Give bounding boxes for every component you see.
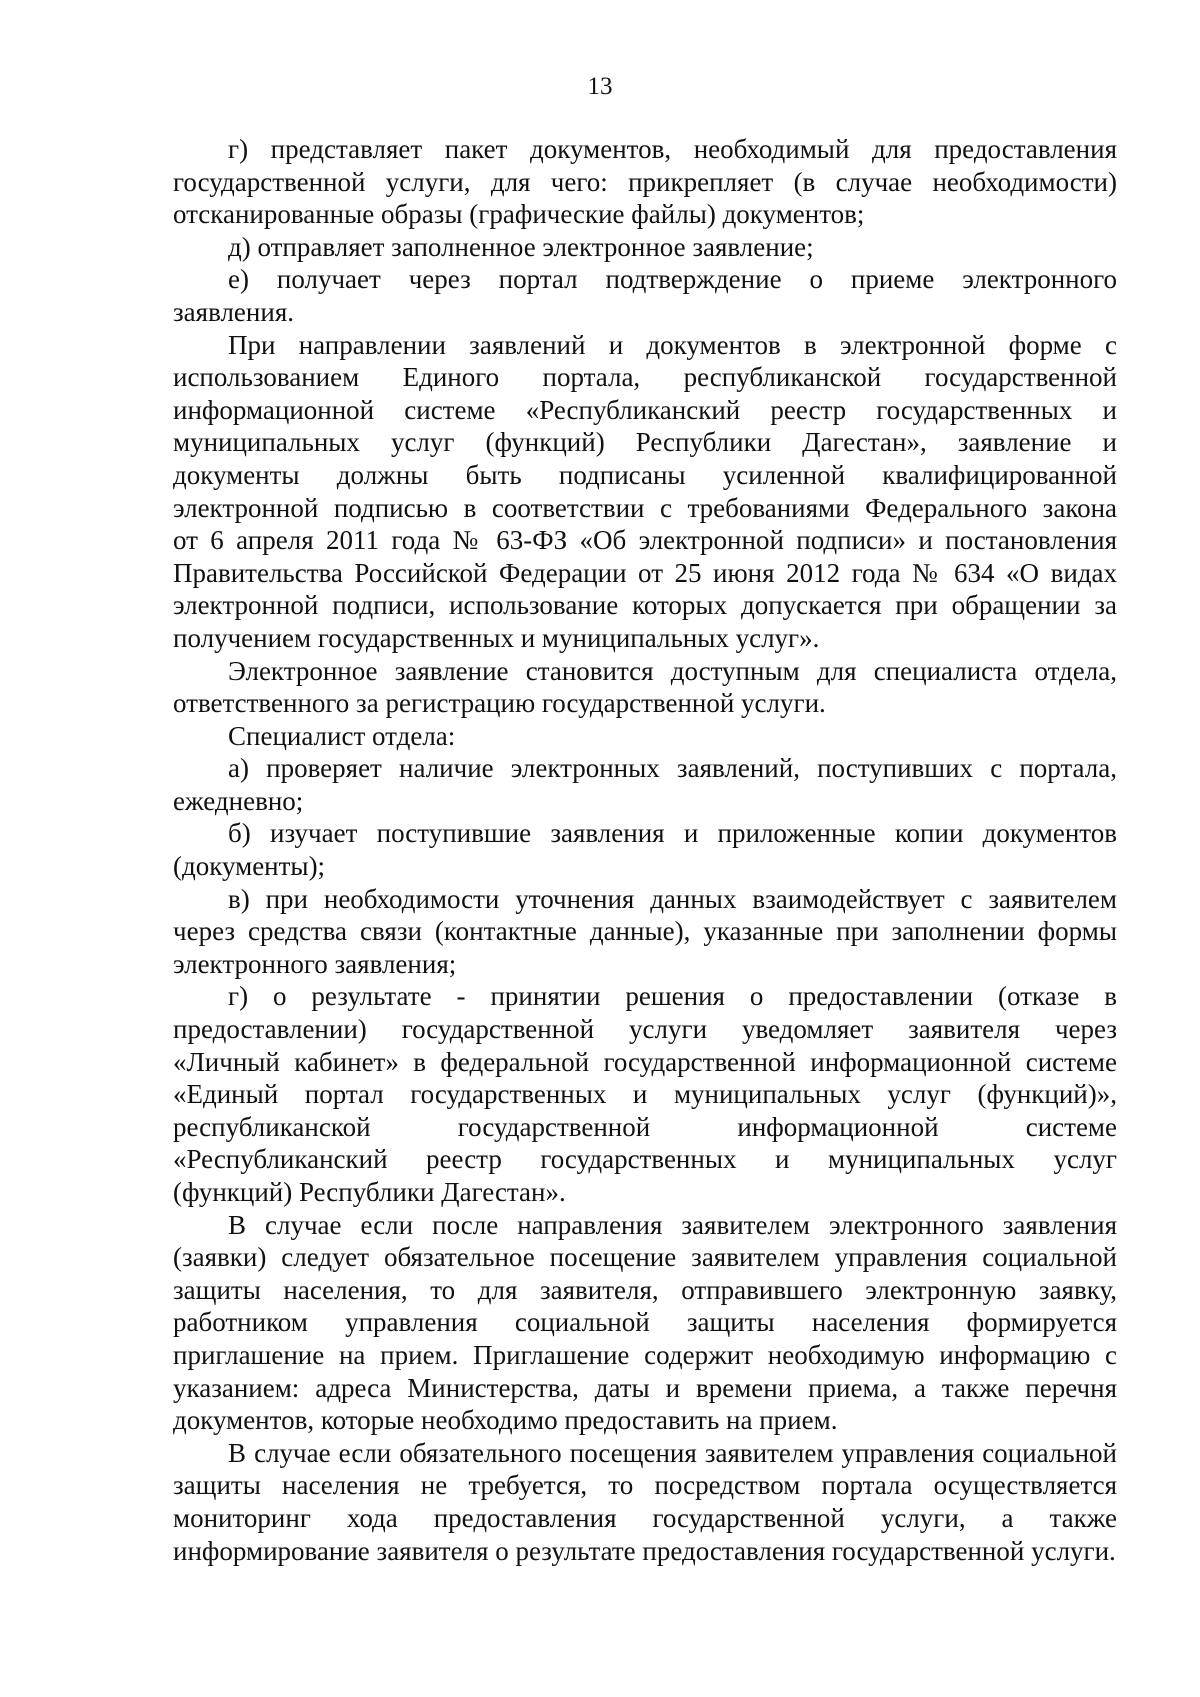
text-line: документы должны быть подписаны усиленной квалифицированной xyxy=(173,459,1117,490)
text-line: (документы); xyxy=(173,851,326,882)
text-line: приглашение на прием. Приглашение содержит необходимую информацию с xyxy=(173,1339,1117,1370)
text-line: д) отправляет заполненное электронное заявление; xyxy=(228,231,814,262)
text-line: муниципальных услуг (функций) Республики Дагестан», заявление и xyxy=(173,427,1117,458)
text-line: При направлении заявлений и документов в электронной форме с xyxy=(228,329,1117,360)
text-line: (функций) Республики Дагестан». xyxy=(173,1177,566,1207)
text-line: через средства связи (контактные данные), указанные при заполнении формы xyxy=(173,916,1117,947)
text-line: от 6 апреля 2011 года № 63-ФЗ «Об электронной подписи» и постановления xyxy=(173,525,1117,556)
text-line: Электронное заявление становится доступным для специалиста отдела, xyxy=(228,655,1117,686)
text-line: В случае если обязательного посещения заявителем управления социальной xyxy=(228,1437,1117,1468)
text-line: электронной подписи, использование которых допускается при обращении за xyxy=(173,590,1117,621)
text-line: указанием: адреса Министерства, даты и времени приема, а также перечня xyxy=(173,1372,1117,1403)
text-line: а) проверяет наличие электронных заявлений, поступивших с портала, xyxy=(228,753,1117,784)
text-line: «Республиканский реестр государственных и муниципальных услуг xyxy=(173,1144,1117,1175)
text-line: е) получает через портал подтверждение о приеме электронного xyxy=(228,264,1117,295)
text-line: «Единый портал государственных и муниципальных услуг (функций)», xyxy=(173,1079,1117,1110)
text-line: ответственного за регистрацию государственной услуги. xyxy=(173,688,826,719)
text-line: использованием Единого портала, республиканской государственной xyxy=(173,362,1117,393)
text-line: ежедневно; xyxy=(173,785,304,816)
text-line: документов, которые необходимо предоставить на прием. xyxy=(173,1405,838,1436)
text-line: информационной системе «Республиканский реестр государственных и xyxy=(173,394,1117,425)
text-line: заявления. xyxy=(173,296,294,327)
text-line: Специалист отдела: xyxy=(228,720,456,751)
text-line: государственной услуги, для чего: прикрепляет (в случае необходимости) xyxy=(173,166,1117,197)
page-number: 13 xyxy=(587,73,613,100)
text-line: предоставлении) государственной услуги уведомляет заявителя через xyxy=(173,1014,1117,1045)
text-line: республиканской государственной информационной системе xyxy=(173,1111,1117,1142)
text-line: б) изучает поступившие заявления и приложенные копии документов xyxy=(228,818,1117,849)
text-line: «Личный кабинет» в федеральной государственной информационной системе xyxy=(173,1046,1117,1077)
text-line: отсканированные образы (графические файлы) документов; xyxy=(173,199,865,230)
text-line: г) представляет пакет документов, необходимый для предоставления xyxy=(228,134,1117,164)
text-line: электронной подписью в соответствии с требованиями Федерального закона xyxy=(173,492,1117,523)
text-line: г) о результате - принятии решения о предоставлении (отказе в xyxy=(228,981,1117,1012)
text-line: получением государственных и муниципальных услуг». xyxy=(173,622,820,653)
text-line: (заявки) следует обязательное посещение заявителем управления социальной xyxy=(173,1242,1117,1273)
text-line: защиты населения, то для заявителя, отправившего электронную заявку, xyxy=(173,1274,1117,1305)
text-line: электронного заявления; xyxy=(173,948,457,979)
text-line: В случае если после направления заявителем электронного заявления xyxy=(228,1209,1117,1240)
text-line: Правительства Российской Федерации от 25 июня 2012 года № 634 «О видах xyxy=(173,557,1117,588)
text-line: мониторинг хода предоставления государственной услуги, а также xyxy=(173,1502,1117,1533)
text-line: защиты населения не требуется, то посредством портала осуществляется xyxy=(173,1470,1117,1501)
text-line: работником управления социальной защиты населения формируется xyxy=(173,1307,1117,1338)
document-body xyxy=(173,133,1117,1567)
text-line: в) при необходимости уточнения данных взаимодействует с заявителем xyxy=(228,883,1117,914)
text-line: информирование заявителя о результате предоставления государственной услуги. xyxy=(173,1535,1116,1566)
